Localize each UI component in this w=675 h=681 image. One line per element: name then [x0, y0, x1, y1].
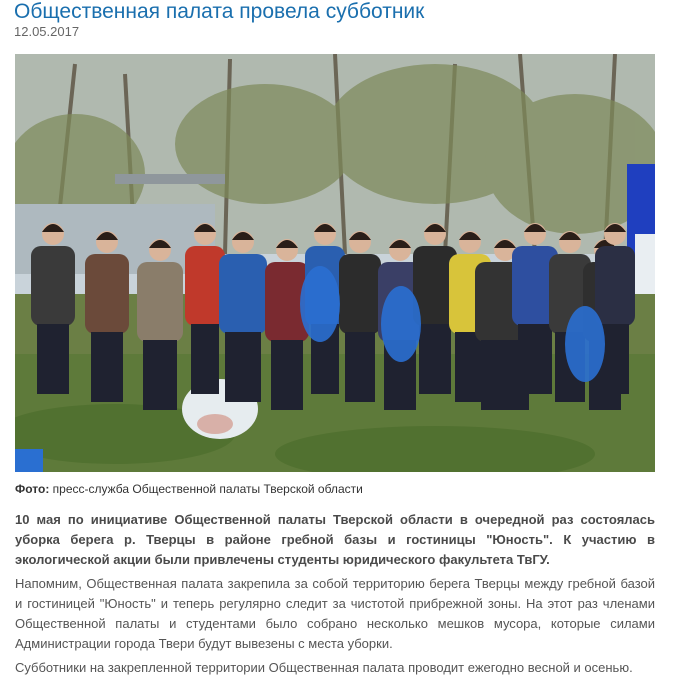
article-paragraph: Напомним, Общественная палата закрепила за собой территорию берега Тверцы между гребной базой и гостиницей "Юность" и теперь регулярно следит за чистотой прибрежной зоны. На этот раз членами Общественной палаты и студентами было собрано несколько мешков мусора, которые силами Администрации города Твери будут вывезены с места уборки.	[15, 576, 655, 651]
article-photo	[15, 54, 655, 472]
article-lead: 10 мая по инициативе Общественной палаты Тверской области в очередной раз состоялась уборка берега р. Тверцы в районе гребной базы и гостиницы "Юность". К участию в экологической акции были привлечены студенты юридического факультета ТвГУ.	[15, 512, 655, 567]
article-paragraph: Субботники на закрепленной территории Общественная палата проводит ежегодно весной и осенью.	[15, 660, 633, 675]
caption-text: пресс-служба Общественной палаты Тверской области	[49, 482, 363, 496]
article-date: 12.05.2017	[14, 24, 80, 39]
photo-caption	[15, 482, 363, 497]
group-photo-illustration	[15, 54, 655, 472]
article-title[interactable]: Общественная палата провела субботник	[14, 0, 425, 23]
caption-label: Фото:	[15, 482, 50, 496]
